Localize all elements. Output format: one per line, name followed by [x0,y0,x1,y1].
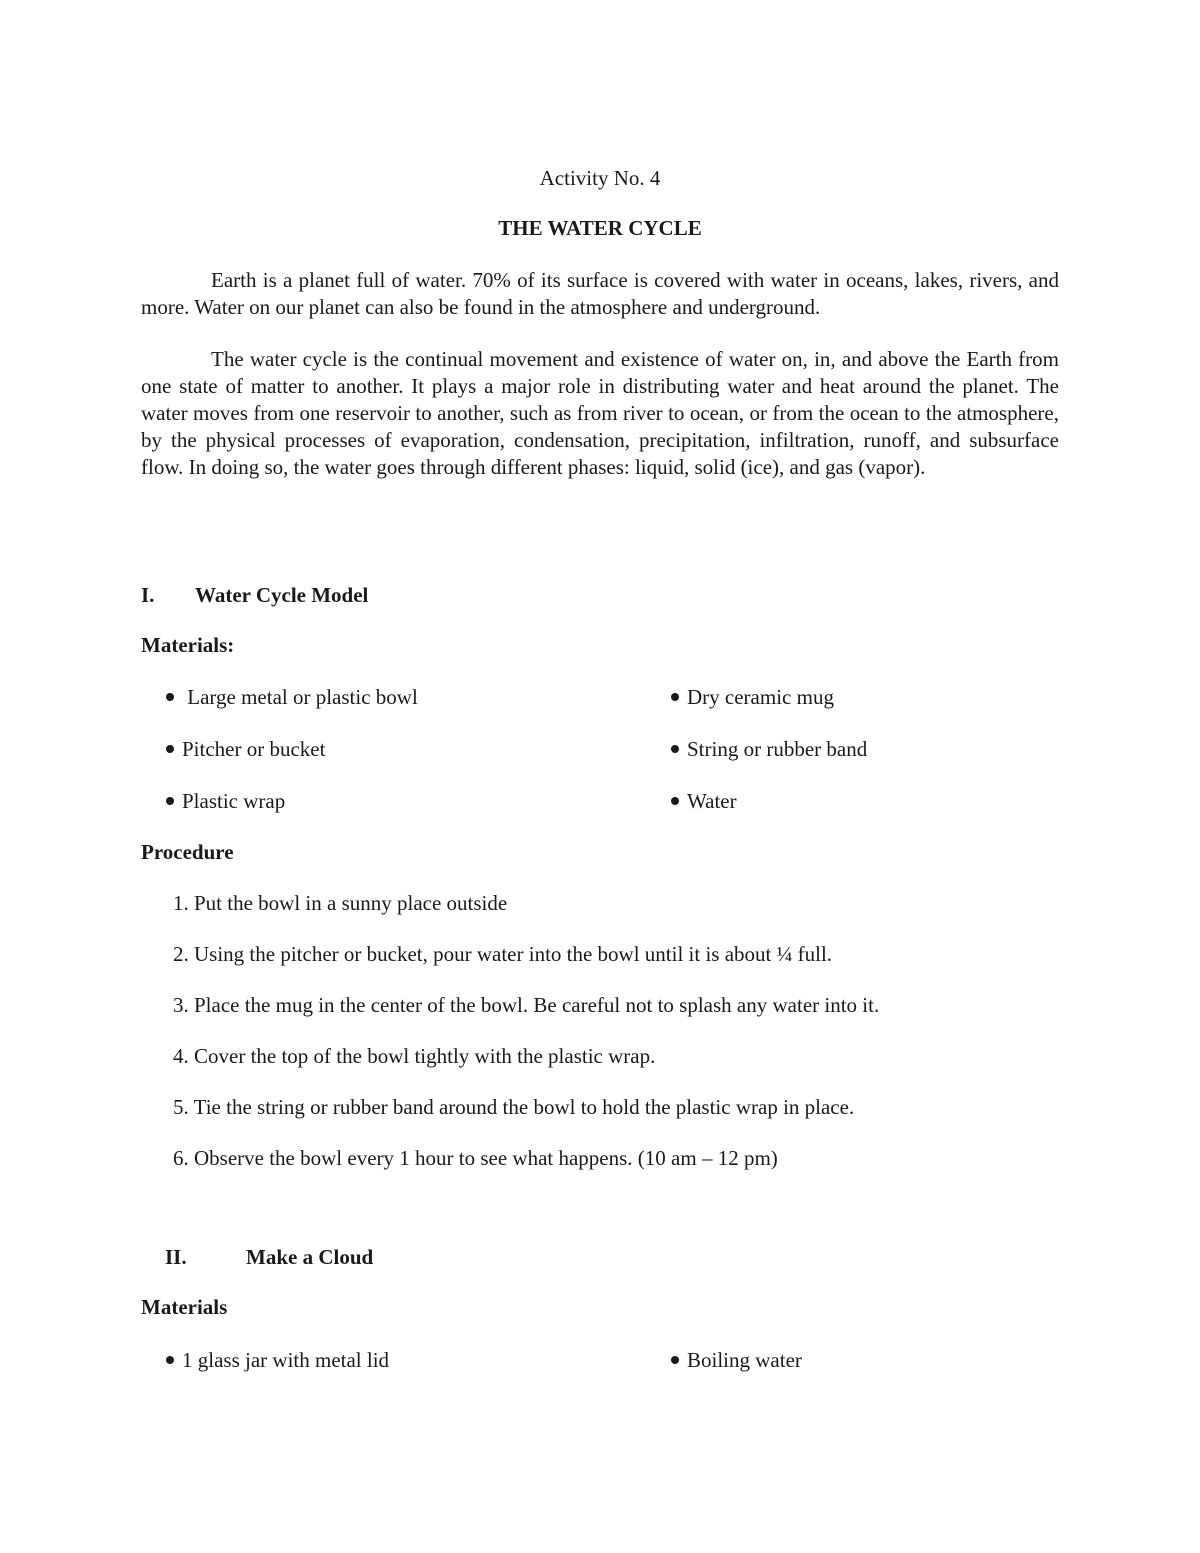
intro-paragraph-1 [141,267,1059,321]
procedure-step: 3. Place the mug in the center of the bowl. Be careful not to splash any water into it. [173,993,880,1017]
bullet-icon [166,1356,174,1364]
material-item: 1 glass jar with metal lid [166,1348,389,1373]
material-item: Water [671,789,737,814]
procedure-step: 6. Observe the bowl every 1 hour to see what happens. (10 am – 12 pm) [173,1146,778,1170]
material-item: String or rubber band [671,737,867,762]
procedure-step: 5. Tie the string or rubber band around the bowl to hold the plastic wrap in place. [173,1095,855,1119]
intro-paragraph-1-text: Earth is a planet full of water. 70% of its surface is covered with water in oceans, lakes, rivers, and more. Water on our planet can also be found in the atmosphere and underground. [141,268,1059,319]
procedure-step: 2. Using the pitcher or bucket, pour water into the bowl until it is about ¼ full. [173,942,833,966]
procedure-step: 4. Cover the top of the bowl tightly with the plastic wrap. [173,1044,656,1068]
section-1-number: I. [141,583,155,607]
intro-paragraph-2-text: The water cycle is the continual movement and existence of water on, in, and above the Earth from one state of matter to another. It plays a major role in distributing water and heat around the planet. The water moves from one reservoir to another, such as from river to ocean, or from the ocean to the atmosphere, by the physical processes of evaporation, condensation, precipitation, infiltration, runoff, and subsurface flow. In doing so, the water goes through different phases: liquid, solid (ice), and gas (vapor). [141,347,1059,479]
procedure-step: 1. Put the bowl in a sunny place outside [173,891,508,915]
activity-number: Activity No. 4 [539,166,661,190]
material-item: Pitcher or bucket [166,737,325,762]
material-item: Dry ceramic mug [671,685,834,710]
bullet-icon [671,693,679,701]
section-1-title: Water Cycle Model [195,583,369,607]
section-2-title: Make a Cloud [246,1245,374,1269]
bullet-icon [166,797,174,805]
section-1-materials-heading: Materials: [141,633,235,657]
bullet-icon [671,745,679,753]
bullet-icon [671,797,679,805]
material-item: Boiling water [671,1348,802,1373]
procedure-heading: Procedure [141,840,234,864]
bullet-icon [166,745,174,753]
section-2-materials-heading: Materials [141,1295,228,1319]
section-2-number: II. [165,1245,187,1269]
bullet-icon [671,1356,679,1364]
material-item: Large metal or plastic bowl [166,685,418,710]
intro-paragraph-2 [141,346,1059,481]
page-title: THE WATER CYCLE [498,216,702,240]
material-item: Plastic wrap [166,789,285,814]
bullet-icon [166,693,174,701]
